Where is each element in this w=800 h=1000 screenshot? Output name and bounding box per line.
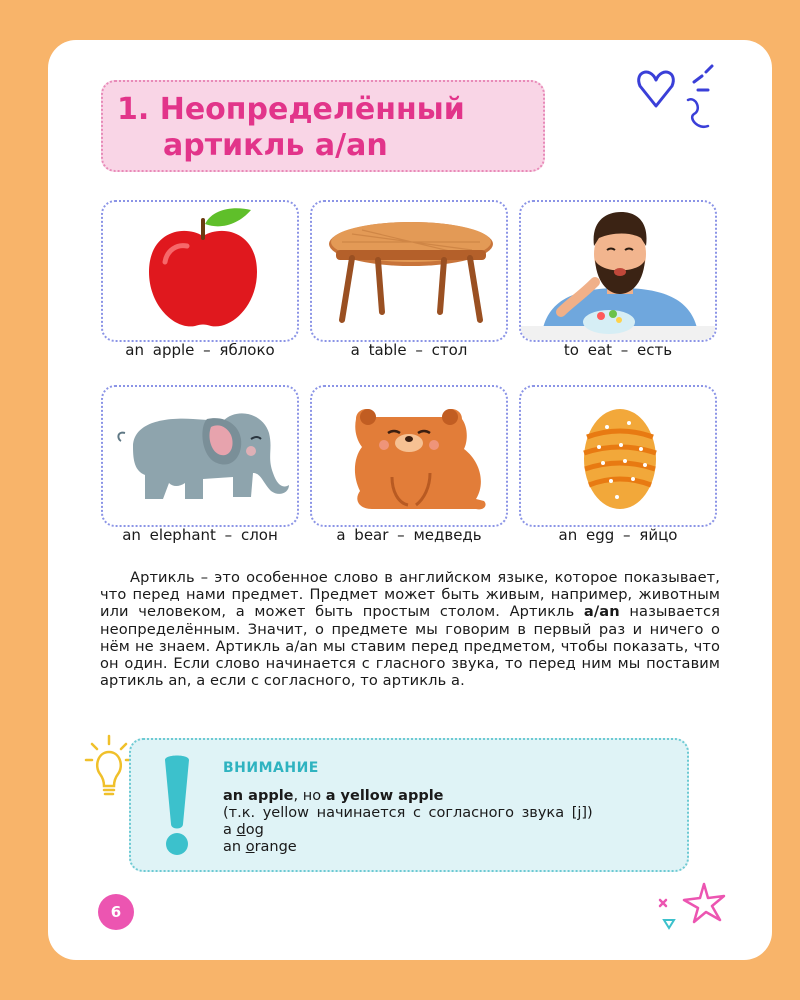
card-bear <box>310 385 508 527</box>
card-elephant <box>101 385 299 527</box>
exclamation-icon <box>159 754 195 858</box>
note-heading: ВНИМАНИЕ <box>223 760 319 776</box>
caption-eat: to eat – есть <box>563 341 673 359</box>
attention-note <box>129 738 689 872</box>
card-table <box>310 200 508 342</box>
example-an-apple: an apple <box>223 788 294 804</box>
note-explanation: (т.к. yellow начинается с согласного звука [j]) <box>223 805 593 821</box>
card-egg <box>519 385 717 527</box>
page-title: 1. Неопределённый <box>117 92 465 127</box>
elephant-icon <box>103 387 299 527</box>
paragraph-part1: Артикль – это особенное слово в английском языке, которое показывает, что перед нами предмет. Предмет может быть живым, например, животным или человеком, а может быть простым столом. Артикль <box>100 569 720 621</box>
heart-doodle-icon <box>632 60 748 150</box>
caption-apple: an apple – яблоко <box>125 341 275 359</box>
star-doodle-icon <box>652 880 732 936</box>
caption-bear: a bear – медведь <box>336 526 482 544</box>
example-dog-first-letter: d <box>236 822 246 838</box>
example-dog-rest: og <box>245 822 264 838</box>
explanation-paragraph <box>100 569 720 689</box>
paragraph-part2: называется неопределённым. Значит, о предмете мы говорим в первый раз и ничего о нём не знаем. Артикль a/an мы ставим перед предметом, чтобы показать, что он один. Если слово начинается с гласного звука, то перед ним мы поставим артикль an, а если с согласного, то артикль a. <box>100 603 720 690</box>
card-eat <box>519 200 717 342</box>
example-a-yellow-apple: a yellow apple <box>325 788 444 804</box>
note-body <box>223 788 593 856</box>
page <box>48 40 772 960</box>
lightbulb-icon <box>84 732 134 802</box>
apple-icon <box>103 202 299 342</box>
table-icon <box>312 202 508 342</box>
example-a-prefix: a <box>223 822 237 838</box>
example-orange-first-letter: o <box>245 839 255 855</box>
egg-icon <box>521 387 717 527</box>
card-apple <box>101 200 299 342</box>
bear-icon <box>312 387 508 527</box>
page-number: 6 <box>98 894 134 930</box>
example-an-prefix: an <box>223 839 246 855</box>
example-orange-rest: range <box>254 839 297 855</box>
caption-egg: an egg – яйцо <box>558 526 678 544</box>
title-box <box>101 80 545 172</box>
paragraph-bold: a/an <box>583 603 620 621</box>
caption-elephant: an elephant – слон <box>122 526 278 544</box>
note-but: , но <box>293 788 326 804</box>
eating-man-icon <box>521 202 717 342</box>
caption-table: a table – стол <box>350 341 468 359</box>
page-title-line2: артикль a/an <box>163 128 388 163</box>
